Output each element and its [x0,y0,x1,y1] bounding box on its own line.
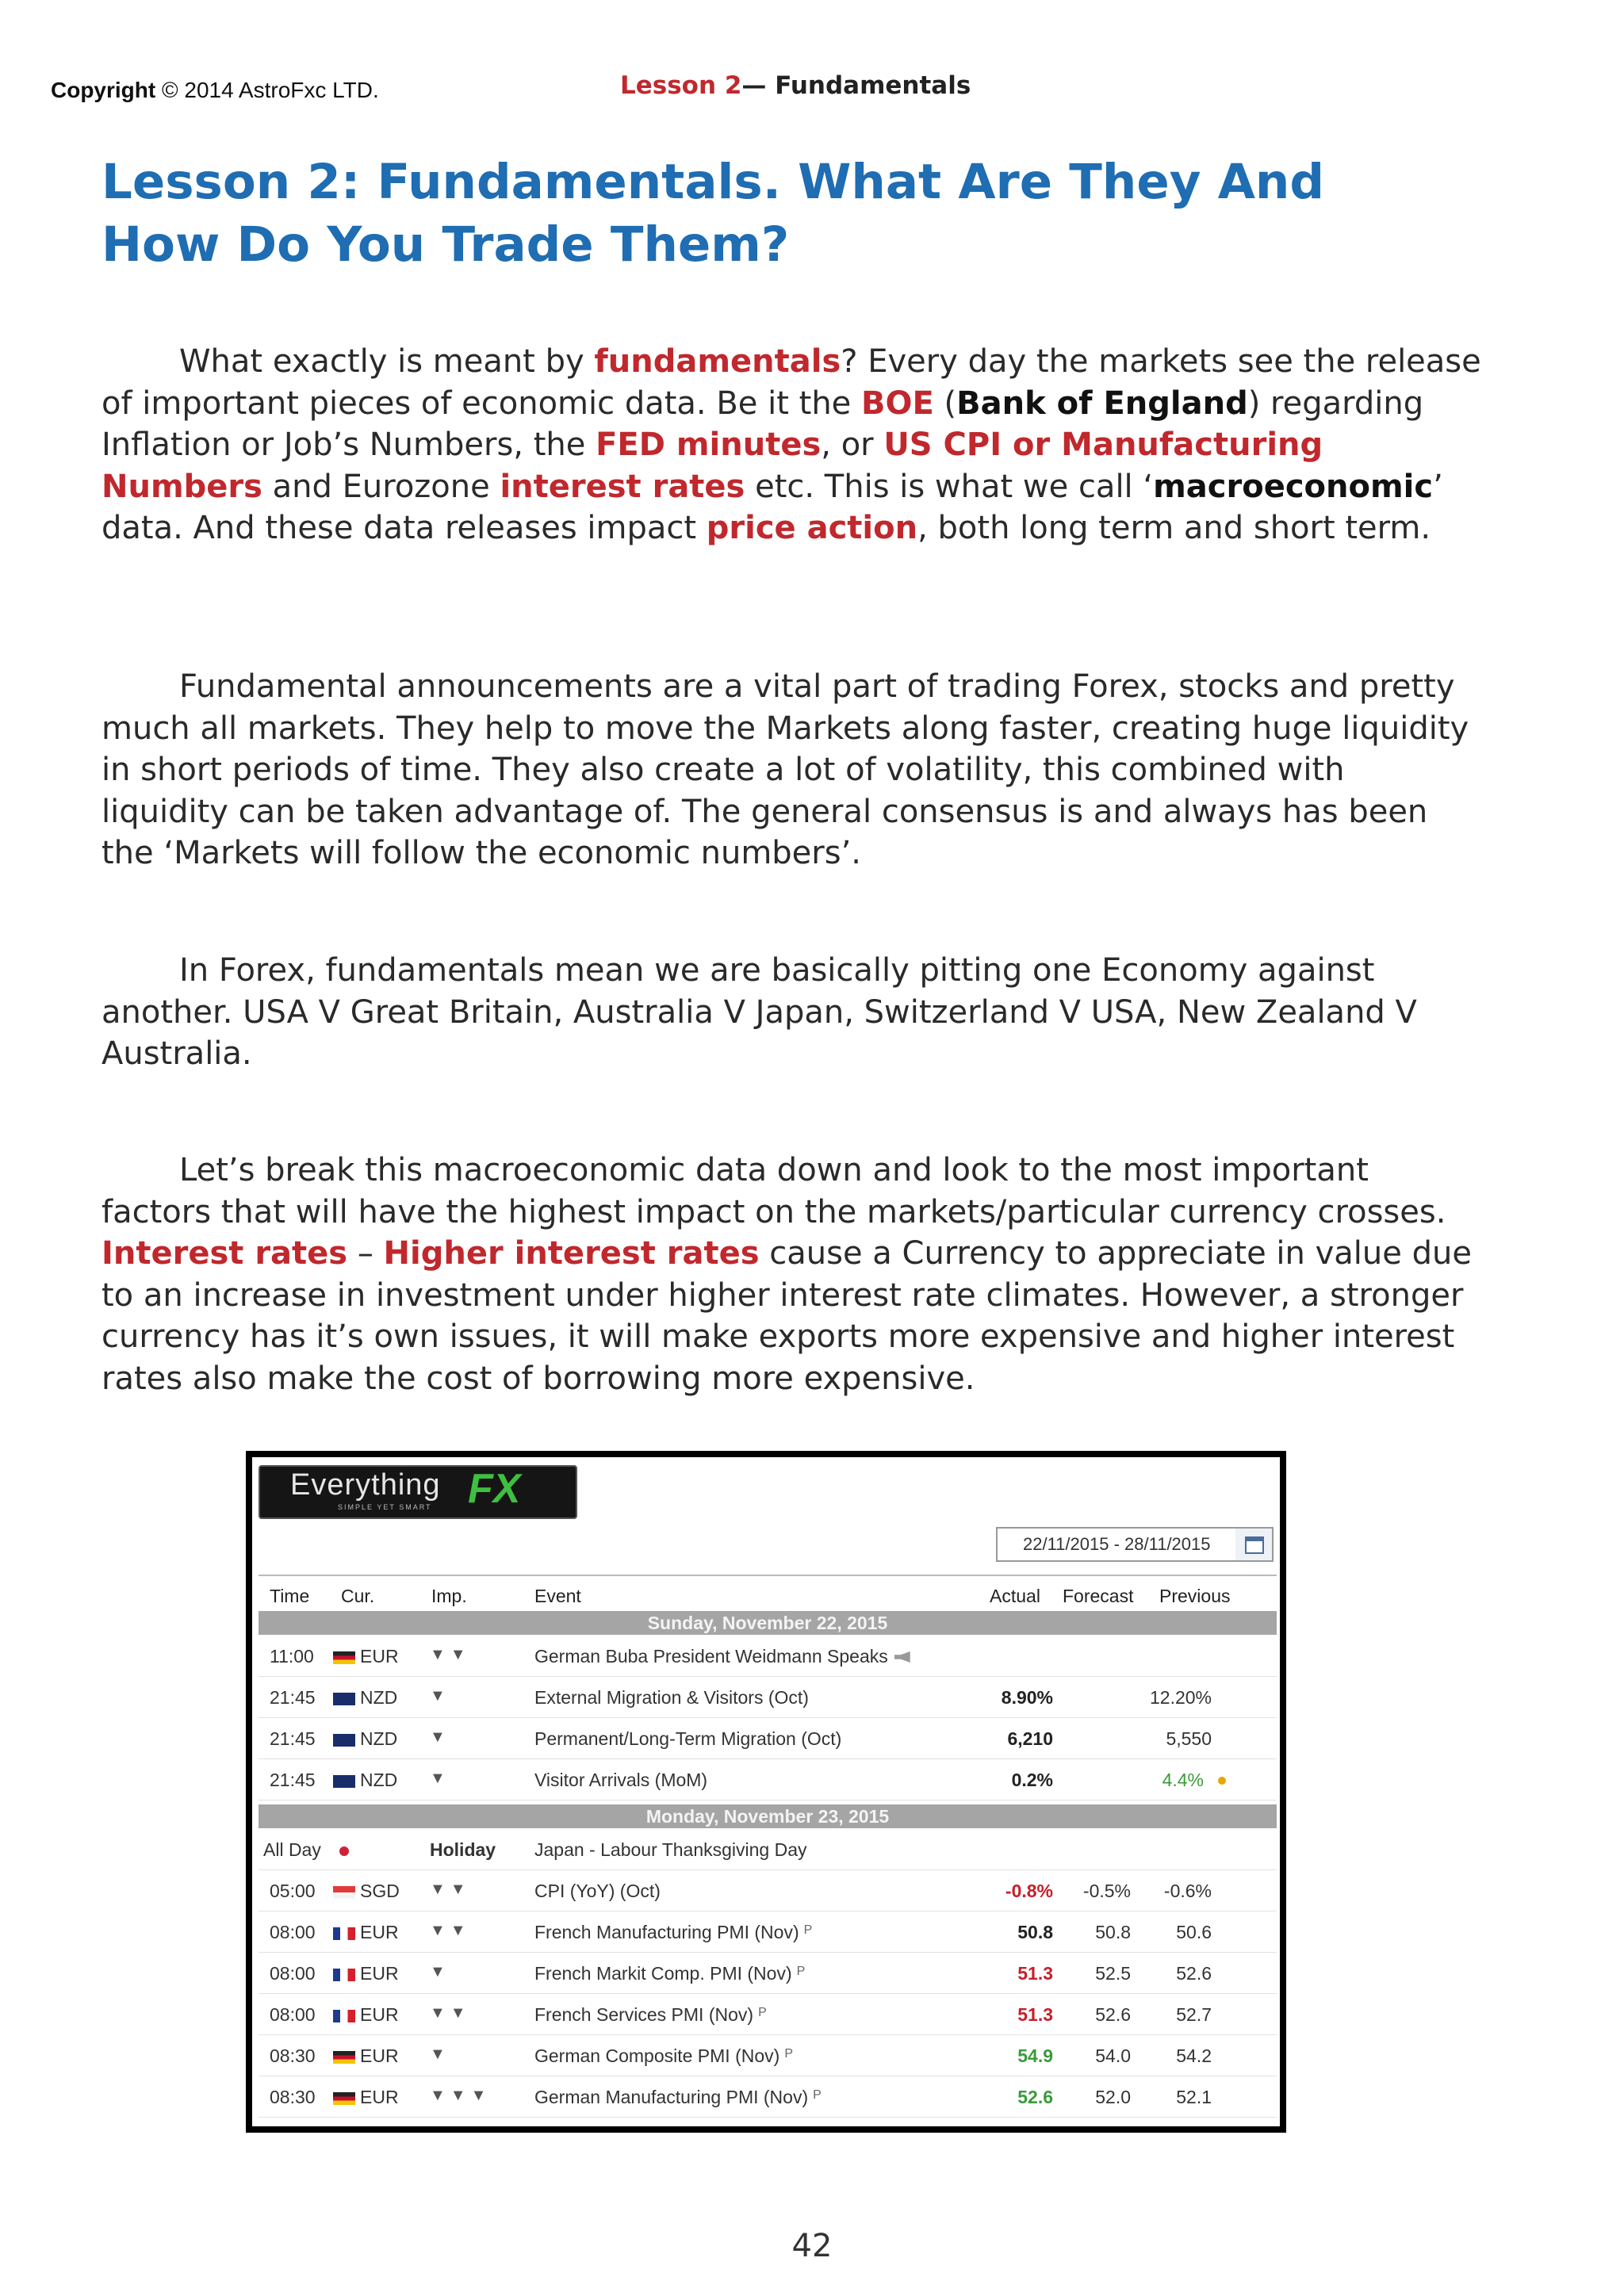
copyright-text: © 2014 AstroFxc LTD. [162,78,379,102]
day-header-sunday: Sunday, November 22, 2015 [259,1611,1277,1635]
new-zealand-flag-icon [333,1693,355,1705]
highlight-interest-rates-2: Interest rates [102,1235,348,1272]
preliminary-marker: P [758,2006,767,2019]
revised-star-icon [1207,1770,1226,1791]
calendar-table-header [259,1575,1277,1612]
highlight-us-cpi: US CPI or Manufacturing Numbers [102,427,1323,505]
france-flag-icon [333,1927,355,1940]
highlight-boe: BOE [861,385,934,422]
france-flag-icon [333,2010,355,2022]
table-row[interactable]: 11:00 EUR ▼▼ German Buba President Weidmann Speaks [259,1635,1277,1677]
copyright-line [51,78,379,103]
table-row[interactable]: 08:30 EUR ▼ German Composite PMI (Nov) $^P$ 54.9 54.0 54.2 [259,2034,1277,2076]
paragraph-4: Let’s break this macroeconomic data down and look to the most important factors that will have the highest impact on the markets/particular currency crosses. Interest rates – Higher interest rates cause a Currency to appreciate in value due to an increase in investment under higher interest rate climates. However, a stronger currency has it’s own issues, it will make exports more expensive and higher interest rates also make the cost of borrowing more expensive. [102,1152,1472,1397]
singapore-flag-icon [333,1886,355,1899]
col-currency: Cur. [341,1586,375,1606]
calendar-button[interactable] [1235,1527,1274,1562]
impact-icon: ▼ [430,1687,450,1705]
col-time: Time [270,1586,310,1606]
col-importance: Imp. [431,1586,467,1606]
highlight-higher-interest-rates: Higher interest rates [383,1235,760,1272]
preliminary-marker: P [803,1923,813,1937]
col-forecast: Forecast [1063,1586,1134,1606]
impact-icon: ▼ [430,1728,450,1746]
impact-icon: ▼▼▼ [430,2087,492,2104]
highlight-fed-minutes: FED minutes [596,427,822,464]
economic-calendar-screenshot [246,1451,1286,2133]
bold-macroeconomic: macroeconomic [1153,468,1434,505]
running-header-lesson: Lesson 2 [620,71,742,100]
everythingfx-logo: Everything FX SIMPLE YET SMART [259,1465,577,1519]
germany-flag-icon [333,2051,355,2064]
impact-icon: ▼▼ [430,1646,471,1663]
table-row[interactable]: 21:45 NZD ▼ Permanent/Long-Term Migration (Oct) 6,210 5,550 [259,1717,1277,1759]
highlight-fundamentals: fundamentals [594,343,841,380]
impact-icon: ▼ [430,2045,450,2063]
paragraph-2: Fundamental announcements are a vital part of trading Forex, stocks and pretty much all markets. They help to move the Markets along faster, creating huge liquidity in short periods of time. They also create a lot of volatility, this combined with liquidity can be taken advantage of. The general consensus is and always has been the ‘Markets will follow the economic numbers’. [102,668,1469,872]
table-row[interactable]: 08:00 EUR ▼ French Markit Comp. PMI (Nov) $^P$ 51.3 52.5 52.6 [259,1952,1277,1994]
table-row[interactable]: 21:45 NZD ▼ Visitor Arrivals (MoM) 0.2% 4.4% [259,1758,1277,1800]
new-zealand-flag-icon [333,1775,355,1788]
copyright-label: Copyright [51,78,156,102]
preliminary-marker: P [784,2047,793,2061]
date-range-field[interactable]: 22/11/2015 - 28/11/2015 [996,1527,1239,1562]
col-previous: Previous [1159,1586,1231,1606]
day-header-monday: Monday, November 23, 2015 [259,1804,1277,1828]
impact-icon: ▼ [430,1963,450,1980]
col-actual: Actual [990,1586,1040,1606]
paragraph-1: What exactly is meant by fundamentals? Every day the markets see the release of important pieces of economic data. Be it the BOE (Bank of England) regarding Inflation or Job’s Numbers, the FED minutes, or US CPI or Manufacturing Numbers and Eurozone interest rates etc. This is what we call ‘macroeconomic’ data. And these data releases impact price action, both long term and short term. [102,343,1481,547]
speaker-icon [894,1651,910,1663]
calendar-icon [1245,1536,1264,1554]
col-event: Event [534,1586,581,1606]
highlight-interest-rates: interest rates [500,468,745,505]
new-zealand-flag-icon [333,1734,355,1747]
highlight-price-action: price action [706,510,918,547]
impact-icon: ▼▼ [430,1881,471,1898]
japan-flag-icon [339,1846,349,1856]
table-row[interactable]: 08:00 EUR ▼▼ French Services PMI (Nov) $^P$ 51.3 52.6 52.7 [259,1993,1277,2035]
table-row[interactable]: 21:45 NZD ▼ External Migration & Visitors (Oct) 8.90% 12.20% [259,1676,1277,1718]
impact-icon: ▼▼ [430,1922,471,1939]
impact-icon: ▼▼ [430,2004,471,2022]
running-header-topic: — Fundamentals [741,71,971,100]
table-row[interactable]: 05:00 SGD ▼▼ CPI (YoY) (Oct) -0.8% -0.5% -0.6% [259,1869,1277,1911]
running-header [620,71,971,100]
table-row[interactable]: 08:30 EUR ▼▼▼ German Manufacturing PMI (Nov) $^P$ 52.6 52.0 52.1 [259,2076,1277,2118]
germany-flag-icon [333,2092,355,2105]
page-title: Lesson 2: Fundamentals. What Are They And How Do You Trade Them? [102,154,1325,273]
germany-flag-icon [333,1651,355,1664]
table-row[interactable]: 08:00 EUR ▼▼ French Manufacturing PMI (Nov) $^P$ 50.8 50.8 50.6 [259,1911,1277,1953]
preliminary-marker: P [813,2088,822,2102]
preliminary-marker: P [796,1965,806,1978]
impact-icon: ▼ [430,1770,450,1787]
page-number: 42 [791,2228,833,2264]
paragraph-3: In Forex, fundamentals mean we are basically pitting one Economy against another. USA V Great Britain, Australia V Japan, Switzerland V USA, New Zealand V Australia. [102,952,1417,1073]
bold-bank-of-england: Bank of England [956,385,1248,422]
france-flag-icon [333,1969,355,1981]
table-row[interactable]: All Day Holiday Japan - Labour Thanksgiving Day [259,1828,1277,1870]
